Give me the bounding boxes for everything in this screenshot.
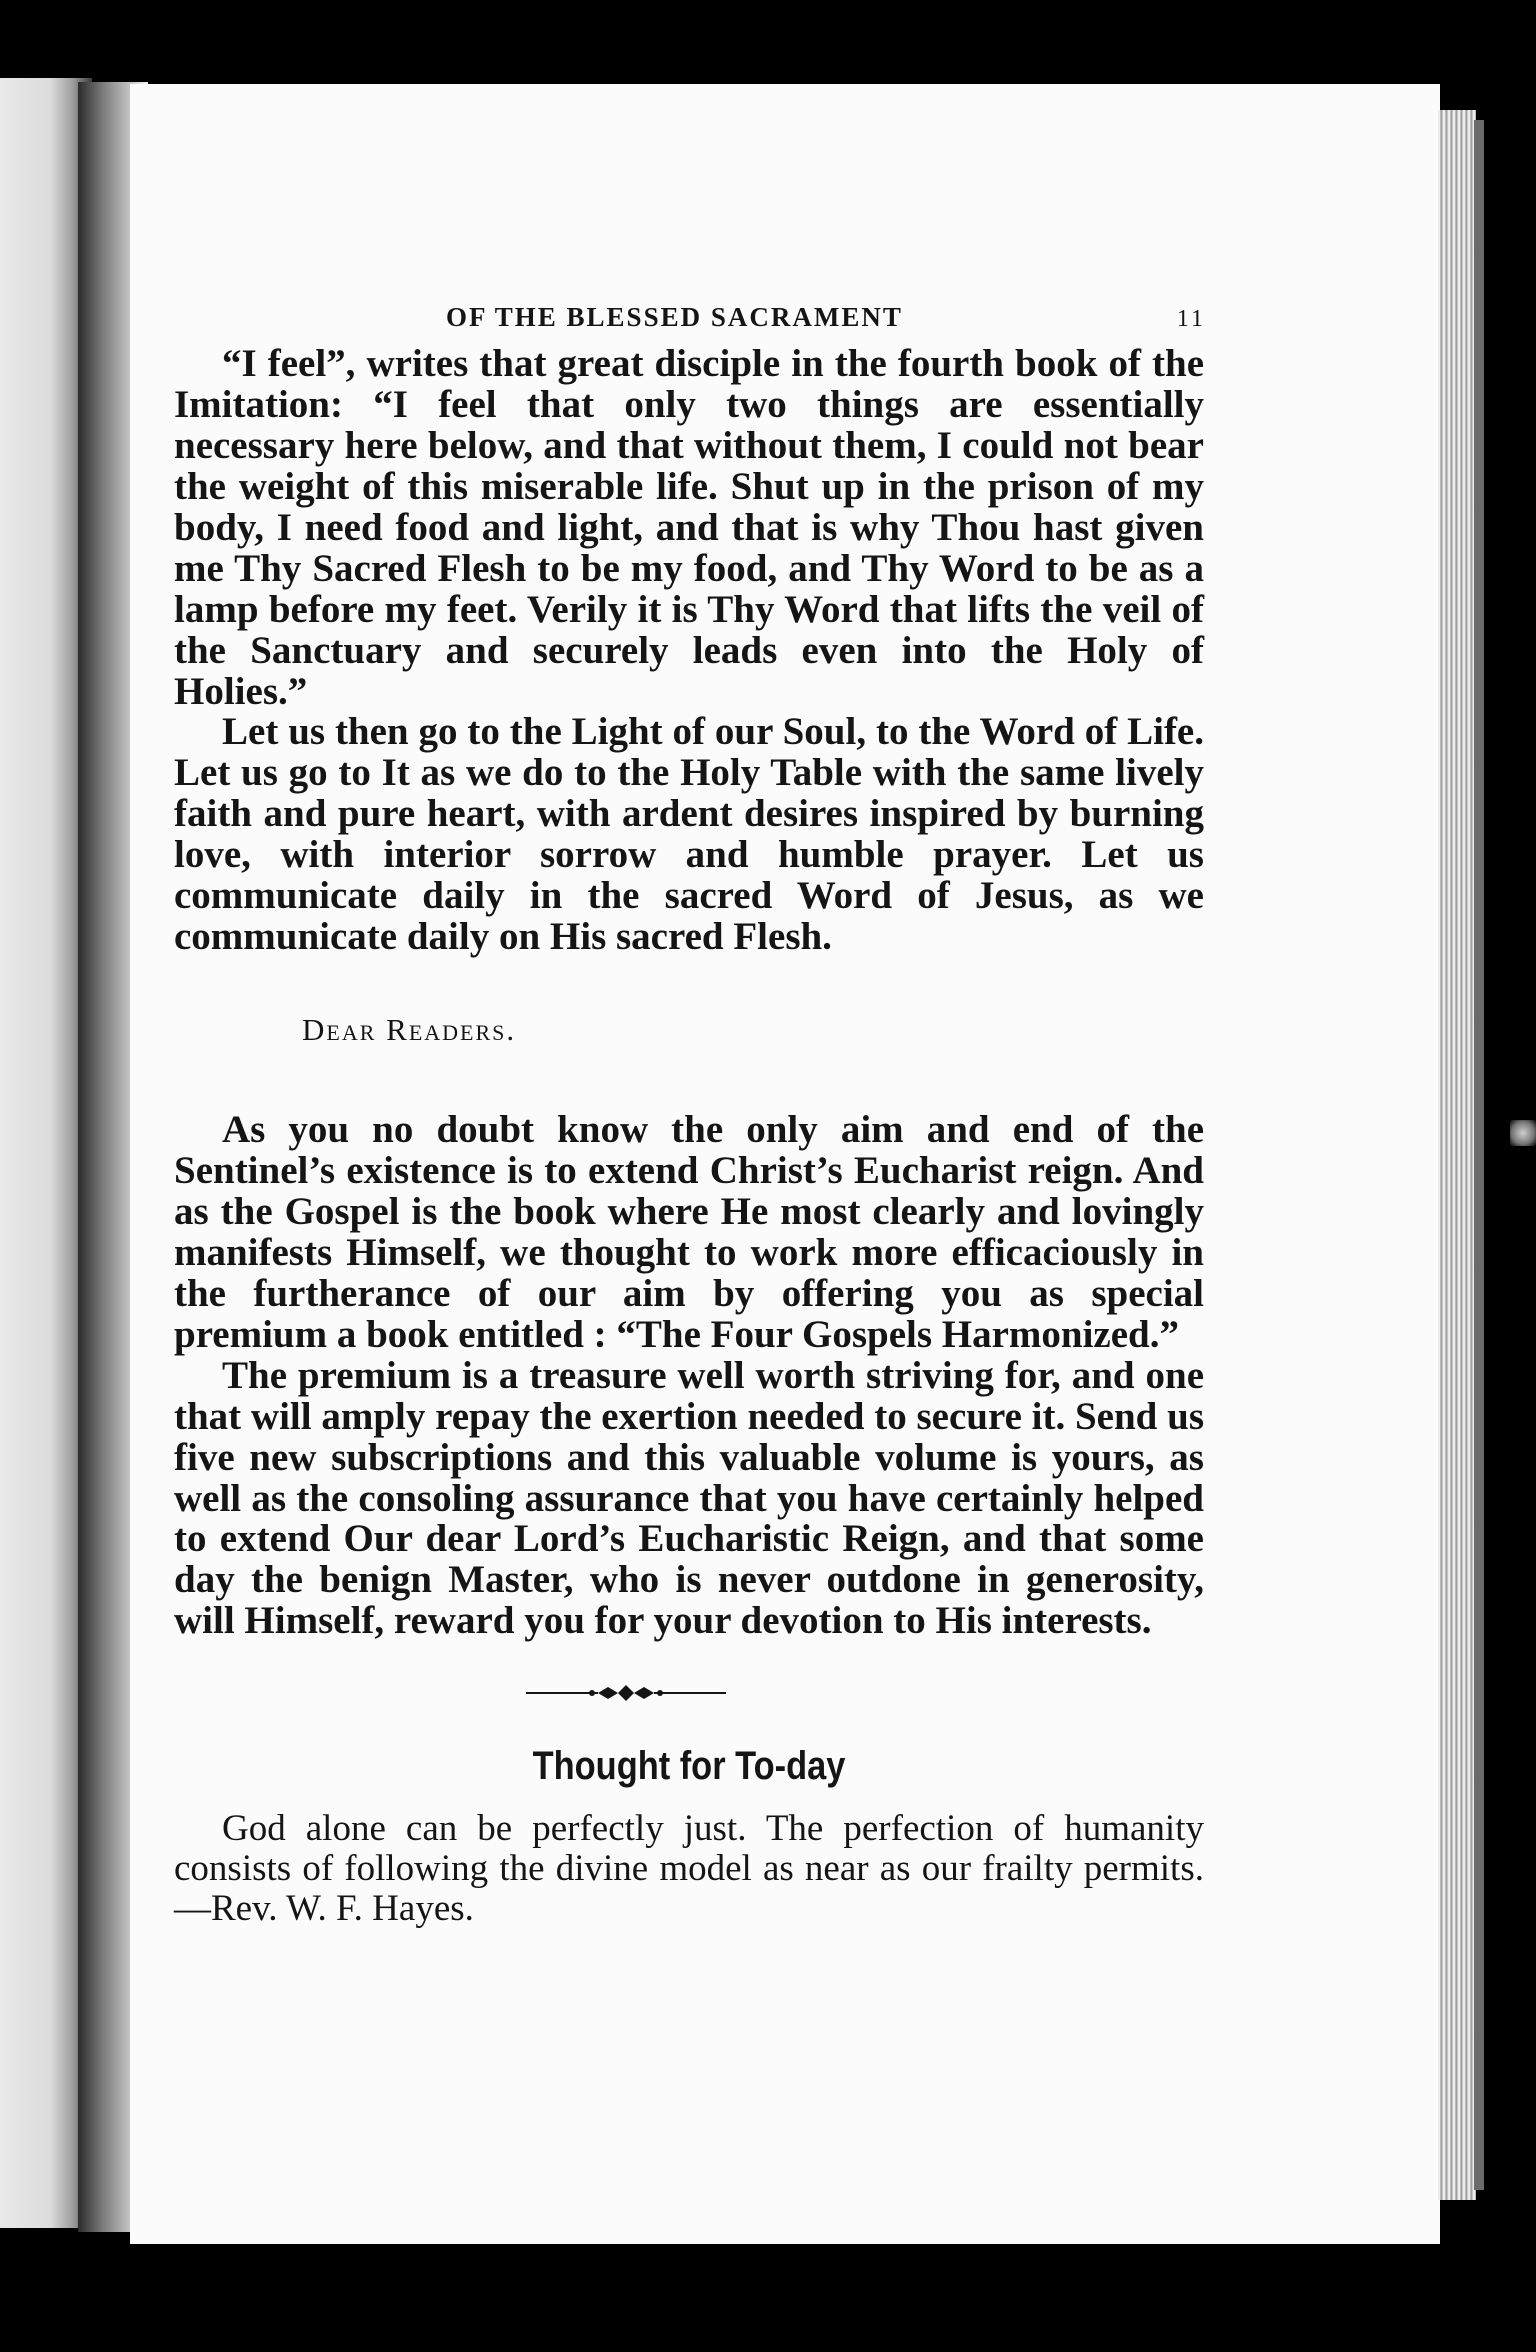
page-stack-edges — [1438, 110, 1476, 2200]
paragraph-word-of-life: Let us then go to the Light of our Soul, to the Word of Life. Let us go to It as we do to the Holy Table with the same lively faith and pure heart, with ardent desires inspired by burning love, with interior sorrow and humble prayer. Let us communicate daily in the sacred Word of Jesus, as we communicate daily on His sacred Flesh. — [174, 710, 1204, 959]
ornamental-divider-icon — [526, 1682, 726, 1704]
thought-text: God alone can be perfectly just. The perfection of humanity consists of following the divine model as near as our frailty permits.—Rev. W. F. Hayes. — [174, 1808, 1204, 1930]
page-number: 11 — [1176, 306, 1206, 332]
running-title: OF THE BLESSED SACRAMENT — [446, 302, 903, 332]
page-stack-shadow — [1474, 120, 1484, 2190]
paragraph-readers-premium: As you no doubt know the only aim and end of the Sentinel’s existence is to extend Christ’s Eucharist reign. And as the Gospel is the book where He most clearly and lovingly manifests Himself, we thought to work more efficaciously in the furtherance of our aim by offering you as special premium a book entitled : “The Four Gospels Harmonized.” — [174, 1108, 1204, 1356]
running-head — [174, 296, 1204, 340]
thought-title: Thought for To-day — [532, 1744, 846, 1789]
scan-artifact — [1510, 1120, 1536, 1146]
paragraph-readers-offer: The premium is a treasure well worth striving for, and one that will amply repay the exertion needed to secure it. Send us five new subscriptions and this valuable volume is yours, as well as the consoling assurance that you have certainly helped to extend Our dear Lord’s Eucharistic Reign, and that some day the benign Master, who is never outdone in generosity, will Himself, reward you for your devotion to His interests. — [174, 1353, 1204, 1643]
page-text — [174, 296, 1204, 1929]
section-heading: Dear Readers. — [302, 1012, 517, 1048]
paragraph-imitation-quote: “I feel”, writes that great disciple in the fourth book of the Imitation: “I feel that only two things are essentially necessary here below, and that without them, I could not bear the weight of this miserable life. Shut up in the prison of my body, I need food and light, and that is why Thou hast given me Thy Sacred Flesh to be my food, and Thy Word to be as a lamp before my feet. Verily it is Thy Word that lifts the veil of the Sanctuary and securely leads even into the Holy of Holies.” — [174, 342, 1204, 713]
